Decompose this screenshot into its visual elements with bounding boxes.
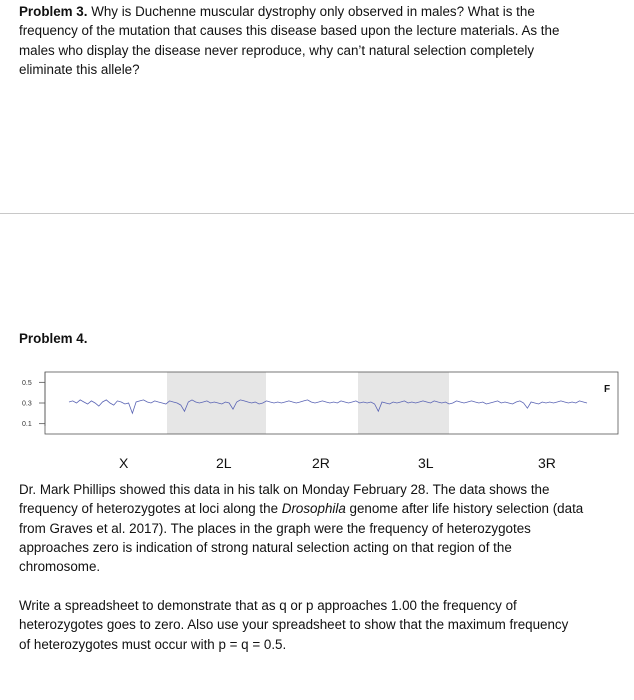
shaded-region-3L [358,372,449,434]
problem-4-heading: Problem 4. [19,331,88,346]
y-tick-label: 0.3 [22,400,32,408]
arm-label-X: X [119,455,129,471]
plot-frame [45,372,618,434]
task-line-2: heterozygotes goes to zero. Also use your spreadsheet to show that the maximum frequency [19,617,569,633]
problem-4-description [19,480,633,576]
problem-3-line-4: eliminate this allele? [19,61,140,77]
y-tick-label: 0.5 [22,379,32,387]
desc-line-5: chromosome. [19,559,101,575]
y-ticks [22,380,45,428]
problem-3-line-3: males who display the disease never reproduce, why can’t natural selection completely [19,42,535,58]
species-name: Drosophila [281,501,346,517]
series-label-F: F [604,384,611,395]
problem-3-label: Problem 3. [19,4,88,19]
problem-3 [19,2,633,79]
desc-line-4: approaches zero is indication of strong natural selection acting on that region of the [19,539,512,555]
arm-label-2R: 2R [312,455,330,471]
desc-line-1: Dr. Mark Phillips showed this data in his talk on Monday February 28. The data shows the [19,482,550,497]
task-line-3: of heterozygotes must occur with p = q = 0.5. [19,636,287,652]
problem-3-line-2: frequency of the mutation that causes this disease based upon the lecture materials. As the [19,23,560,39]
task-line-1: Write a spreadsheet to demonstrate that as q or p approaches 1.00 the frequency of [19,598,517,613]
series-line-F [69,400,587,413]
arm-label-2L: 2L [216,455,232,471]
problem-4-task [19,596,633,654]
heterozygosity-chart [19,366,619,476]
arm-label-3L: 3L [418,455,434,471]
desc-line-2: frequency of heterozygotes at loci along the Drosophila genome after life history selection (data [19,501,584,517]
section-divider [0,213,634,214]
chromosome-arm-labels [119,455,556,471]
problem-3-line-1: Problem 3. Why is Duchenne muscular dystrophy only observed in males? What is the [19,4,535,19]
desc-line-3: from Graves et al. 2017). The places in the graph were the frequency of heterozygotes [19,520,531,536]
arm-label-3R: 3R [538,455,556,471]
y-tick-label: 0.1 [22,421,32,429]
